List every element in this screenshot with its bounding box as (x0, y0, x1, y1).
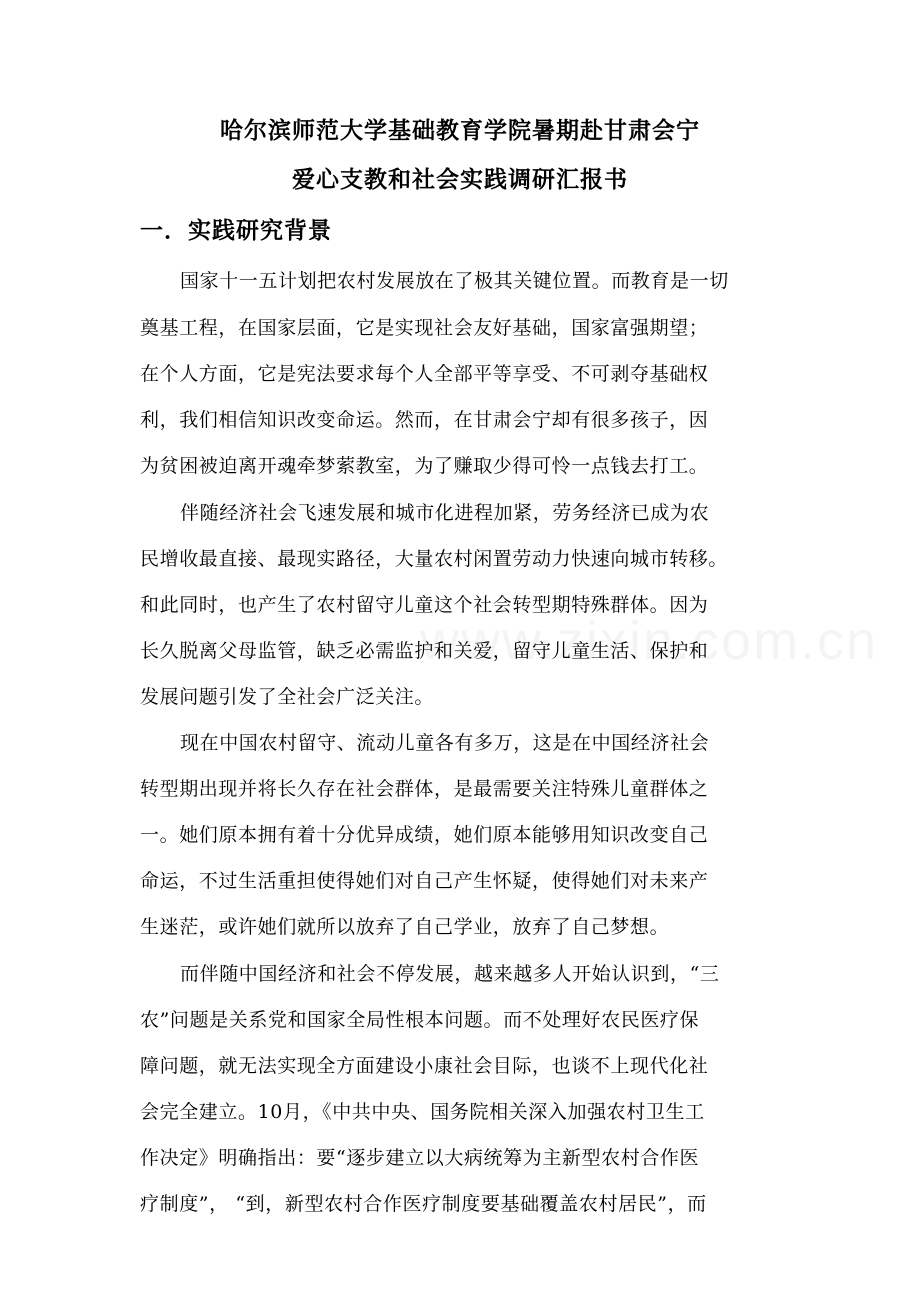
paragraph-line: 和此同时，也产生了农村留守儿童这个社会转型期特殊群体。因为 (140, 594, 709, 616)
paragraph-line: 伴随经济社会飞速发展和城市化进程加紧，劳务经济已成为农 (180, 502, 710, 524)
paragraph-line: 为贫困被迫离开魂牵梦萦教室，为了赚取少得可怜一点钱去打工。 (140, 455, 709, 477)
paragraph-line: 作决定》明确指出：要“逐步建立以大病统筹为主新型农村合作医 (140, 1147, 700, 1169)
paragraph-line: 国家十一五计划把农村发展放在了极其关键位置。而教育是一切 (180, 270, 729, 292)
section-heading: 一．实践研究背景 (140, 217, 332, 244)
paragraph-line: 现在中国农村留守、流动儿童各有多万，这是在中国经济社会 (180, 732, 710, 754)
paragraph-line: 利，我们相信知识改变命运。然而，在甘肃会宁却有很多孩子，因 (140, 409, 709, 431)
paragraph-line: 在个人方面，它是宪法要求每个人全部平等享受、不可剥夺基础权 (140, 363, 709, 385)
paragraph-line: 命运，不过生活重担使得她们对自己产生怀疑，使得她们对未来产 (140, 870, 709, 892)
paragraph-line: 一。她们原本拥有着十分优异成绩，她们原本能够用知识改变自己 (140, 824, 709, 846)
paragraph-line: 生迷茫，或许她们就所以放弃了自己学业，放弃了自己梦想。 (140, 916, 670, 938)
document-title-line-1: 哈尔滨师范大学基础教育学院暑期赴甘肃会宁 (220, 117, 700, 144)
paragraph-line: 民增收最直接、最现实路径，大量农村闲置劳动力快速向城市转移。 (140, 548, 729, 570)
paragraph-line: 农”问题是关系党和国家全局性根本问题。而不处理好农民医疗保 (140, 1009, 700, 1031)
paragraph-line: 奠基工程，在国家层面，它是实现社会友好基础，国家富强期望； (140, 317, 709, 339)
document-title-line-2: 爱心支教和社会实践调研汇报书 (292, 166, 628, 193)
paragraph-line: 疗制度”， “到，新型农村合作医疗制度要基础覆盖农村居民”，而 (140, 1193, 707, 1215)
paragraph-line: 长久脱离父母监管，缺乏必需监护和关爱，留守儿童生活、保护和 (140, 640, 709, 662)
paragraph-line: 发展问题引发了全社会广泛关注。 (140, 686, 435, 708)
paragraph-line: 会完全建立。10月，《中共中央、国务院相关深入加强农村卫生工 (140, 1101, 705, 1123)
paragraph-line: 而伴随中国经济和社会不停发展，越来越多人开始认识到，“三 (180, 963, 720, 985)
paragraph-line: 障问题，就无法实现全方面建设小康社会目际，也谈不上现代化社 (140, 1055, 709, 1077)
paragraph-line: 转型期出现并将长久存在社会群体，是最需要关注特殊儿童群体之 (140, 778, 709, 800)
